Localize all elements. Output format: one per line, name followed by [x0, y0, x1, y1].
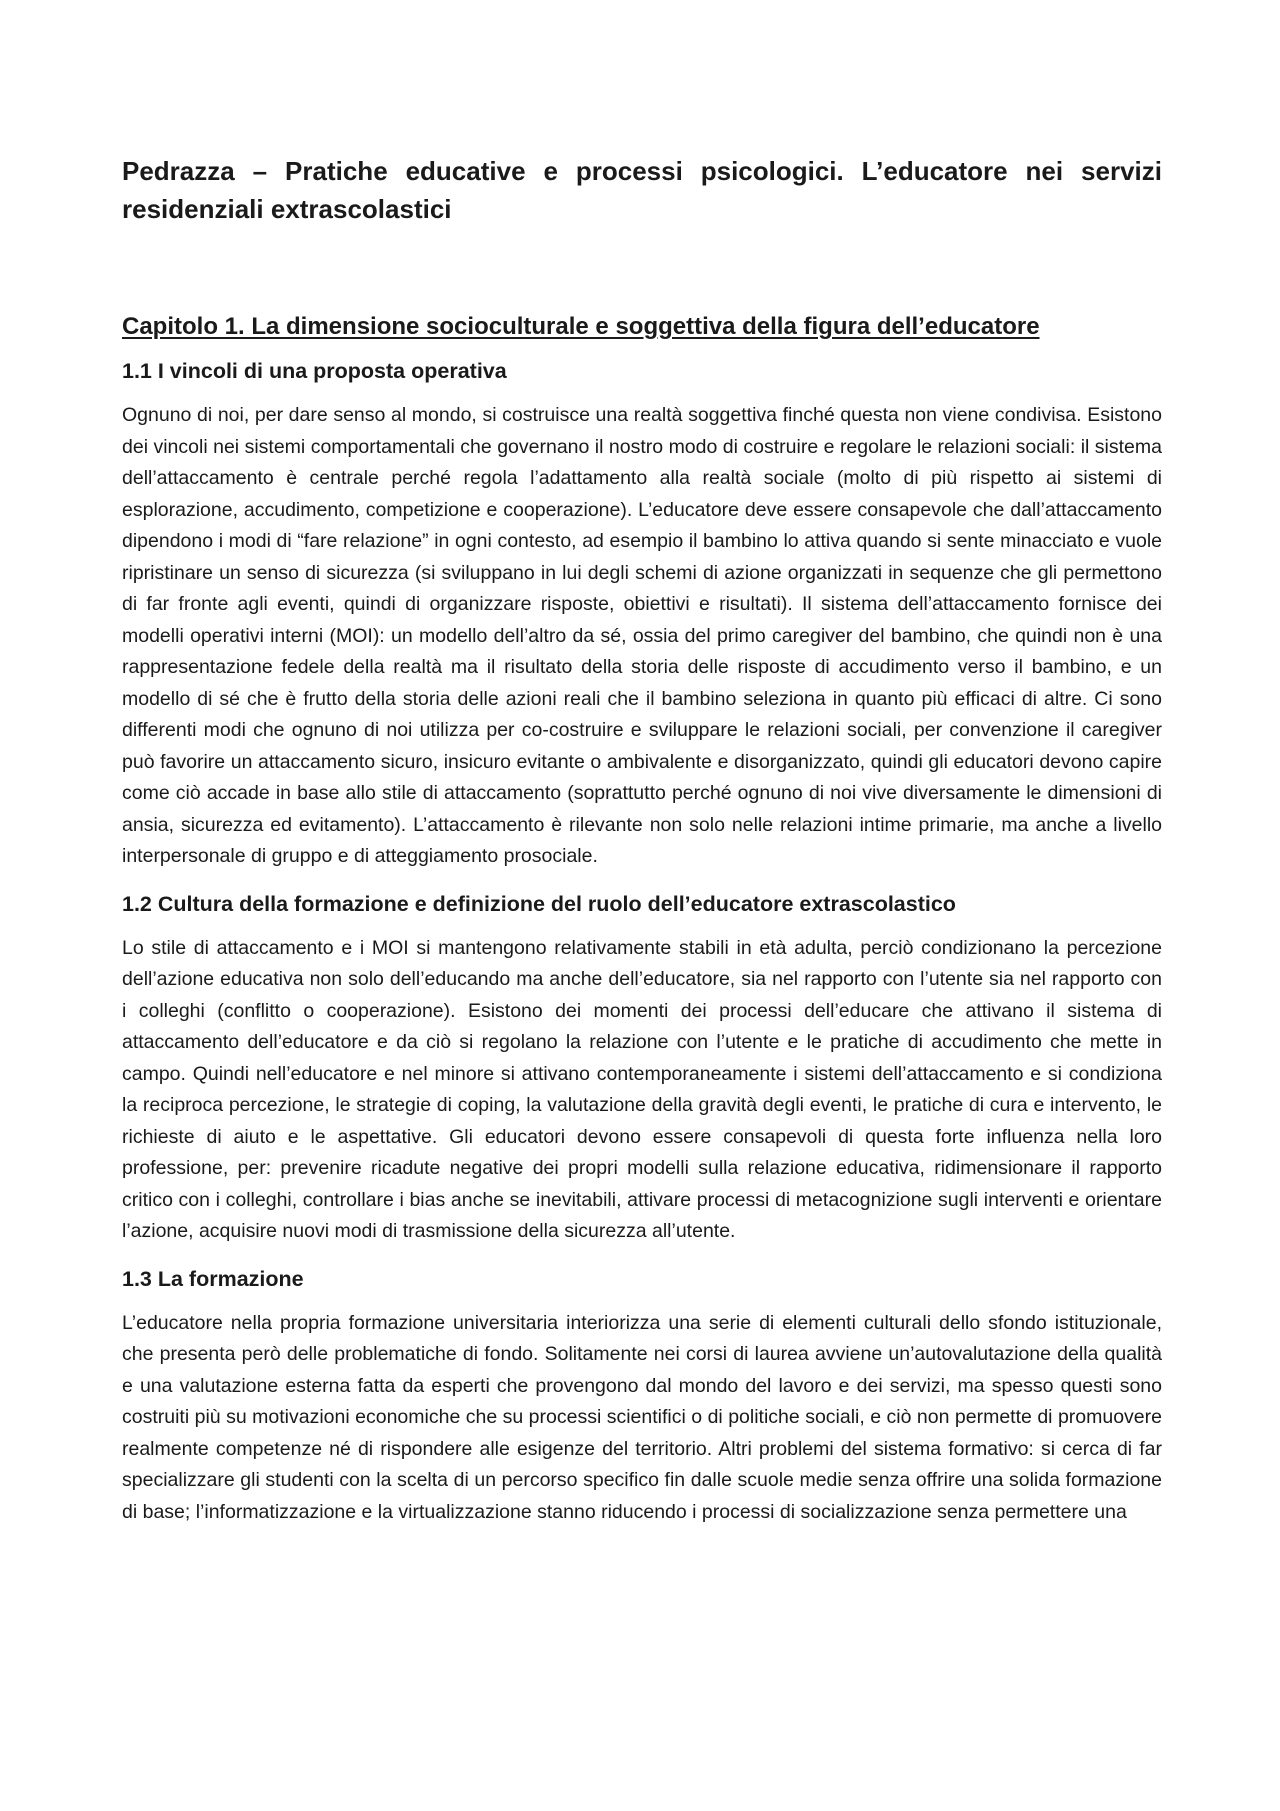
section-body-1-2: Lo stile di attaccamento e i MOI si mantengono relativamente stabili in età adulta, perciò condizionano la percezione dell’azione educativa non solo dell’educando ma anche dell’educatore, sia nel rapporto con l’utente sia nel rapporto con i colleghi (conflitto o cooperazione). Esistono dei momenti dei processi dell’educare che attivano il sistema di attaccamento dell’educatore e da ciò si regolano la relazione con l’utente e le pratiche di accudimento che mette in campo. Quindi nell’educatore e nel minore si attivano contemporaneamente i sistemi dell’attaccamento e si condiziona la reciproca percezione, le strategie di coping, la valutazione della gravità degli eventi, le pratiche di cura e intervento, le richieste di aiuto e le aspettative. Gli educatori devono essere consapevoli di questa forte influenza nella loro professione, per: prevenire ricadute negative dei propri modelli sulla relazione educativa, ridimensionare il rapporto critico con i colleghi, controllare i bias anche se inevitabili, attivare processi di metacognizione sugli interventi e orientare l’azione, acquisire nuovi modi di trasmissione della sicurezza all’utente. — [122, 936, 1162, 1242]
section-heading-1-2: 1.2 Cultura della formazione e definizione del ruolo dell’educatore extrascolastico — [122, 891, 956, 916]
document-title: Pedrazza – Pratiche educative e processi psicologici. L’educatore nei servizi residenziali extrascolastici — [122, 156, 1162, 224]
section-body-1-1: Ognuno di noi, per dare senso al mondo, si costruisce una realtà soggettiva finché questa non viene condivisa. Esistono dei vincoli nei sistemi comportamentali che governano il nostro modo di costruire e regolare le relazioni sociali: il sistema dell’attaccamento è centrale perché regola l’adattamento alla realtà sociale (molto di più rispetto ai sistemi di esplorazione, accudimento, competizione e cooperazione). L’educatore deve essere consapevole che dall’attaccamento dipendono i modi di “fare relazione” in ogni contesto, ad esempio il bambino lo attiva quando si sente minacciato e vuole ripristinare un senso di sicurezza (si sviluppano in lui degli schemi di azione organizzati in sequenze che gli permettono di far fronte agli eventi, quindi di organizzare risposte, obiettivi e risultati). Il sistema dell’attaccamento fornisce dei modelli operativi interni (MOI): un modello dell’altro da sé, ossia del primo caregiver del bambino, che quindi non è una rappresentazione fedele della realtà ma il risultato della storia delle risposte di accudimento verso il bambino, e un modello di sé che è frutto della storia delle azioni reali che il bambino seleziona in quanto più efficaci di altre. Ci sono differenti modi che ognuno di noi utilizza per co-costruire e sviluppare le relazioni sociali, per convenzione il caregiver può favorire un attaccamento sicuro, insicuro evitante o ambivalente e disorganizzato, quindi gli educatori devono capire come ciò accade in base allo stile di attaccamento (soprattutto perché ognuno di noi vive diversamente le dimensioni di ansia, sicurezza ed evitamento). L’attaccamento è rilevante non solo nelle relazioni intime primarie, ma anche a livello interpersonale di gruppo e di atteggiamento prosociale. — [122, 404, 1162, 867]
section-body-1-3: L’educatore nella propria formazione universitaria interiorizza una serie di elementi culturali dello sfondo istituzionale, che presenta però delle problematiche di fondo. Solitamente nei corsi di laurea avviene un’autovalutazione della qualità e una valutazione esterna fatta da esperti che provengono dal mondo del lavoro e dei servizi, ma spesso questi sono costruiti più su motivazioni economiche che su processi scientifici o di politiche sociali, e ciò non permette di promuovere realmente competenze né di rispondere alle esigenze del territorio. Altri problemi del sistema formativo: si cerca di far specializzare gli studenti con la scelta di un percorso specifico fin dalle scuole medie senza offrire una solida formazione di base; l’informatizzazione e la virtualizzazione stanno riducendo i processi di socializzazione senza permettere una — [122, 1311, 1162, 1523]
document-page — [122, 152, 1162, 1544]
section-heading-1-3: 1.3 La formazione — [122, 1266, 304, 1291]
chapter-title: Capitolo 1. La dimensione socioculturale e soggettiva della figura dell’educatore — [122, 313, 1040, 340]
section-heading-1-1: 1.1 I vincoli di una proposta operativa — [122, 359, 507, 383]
